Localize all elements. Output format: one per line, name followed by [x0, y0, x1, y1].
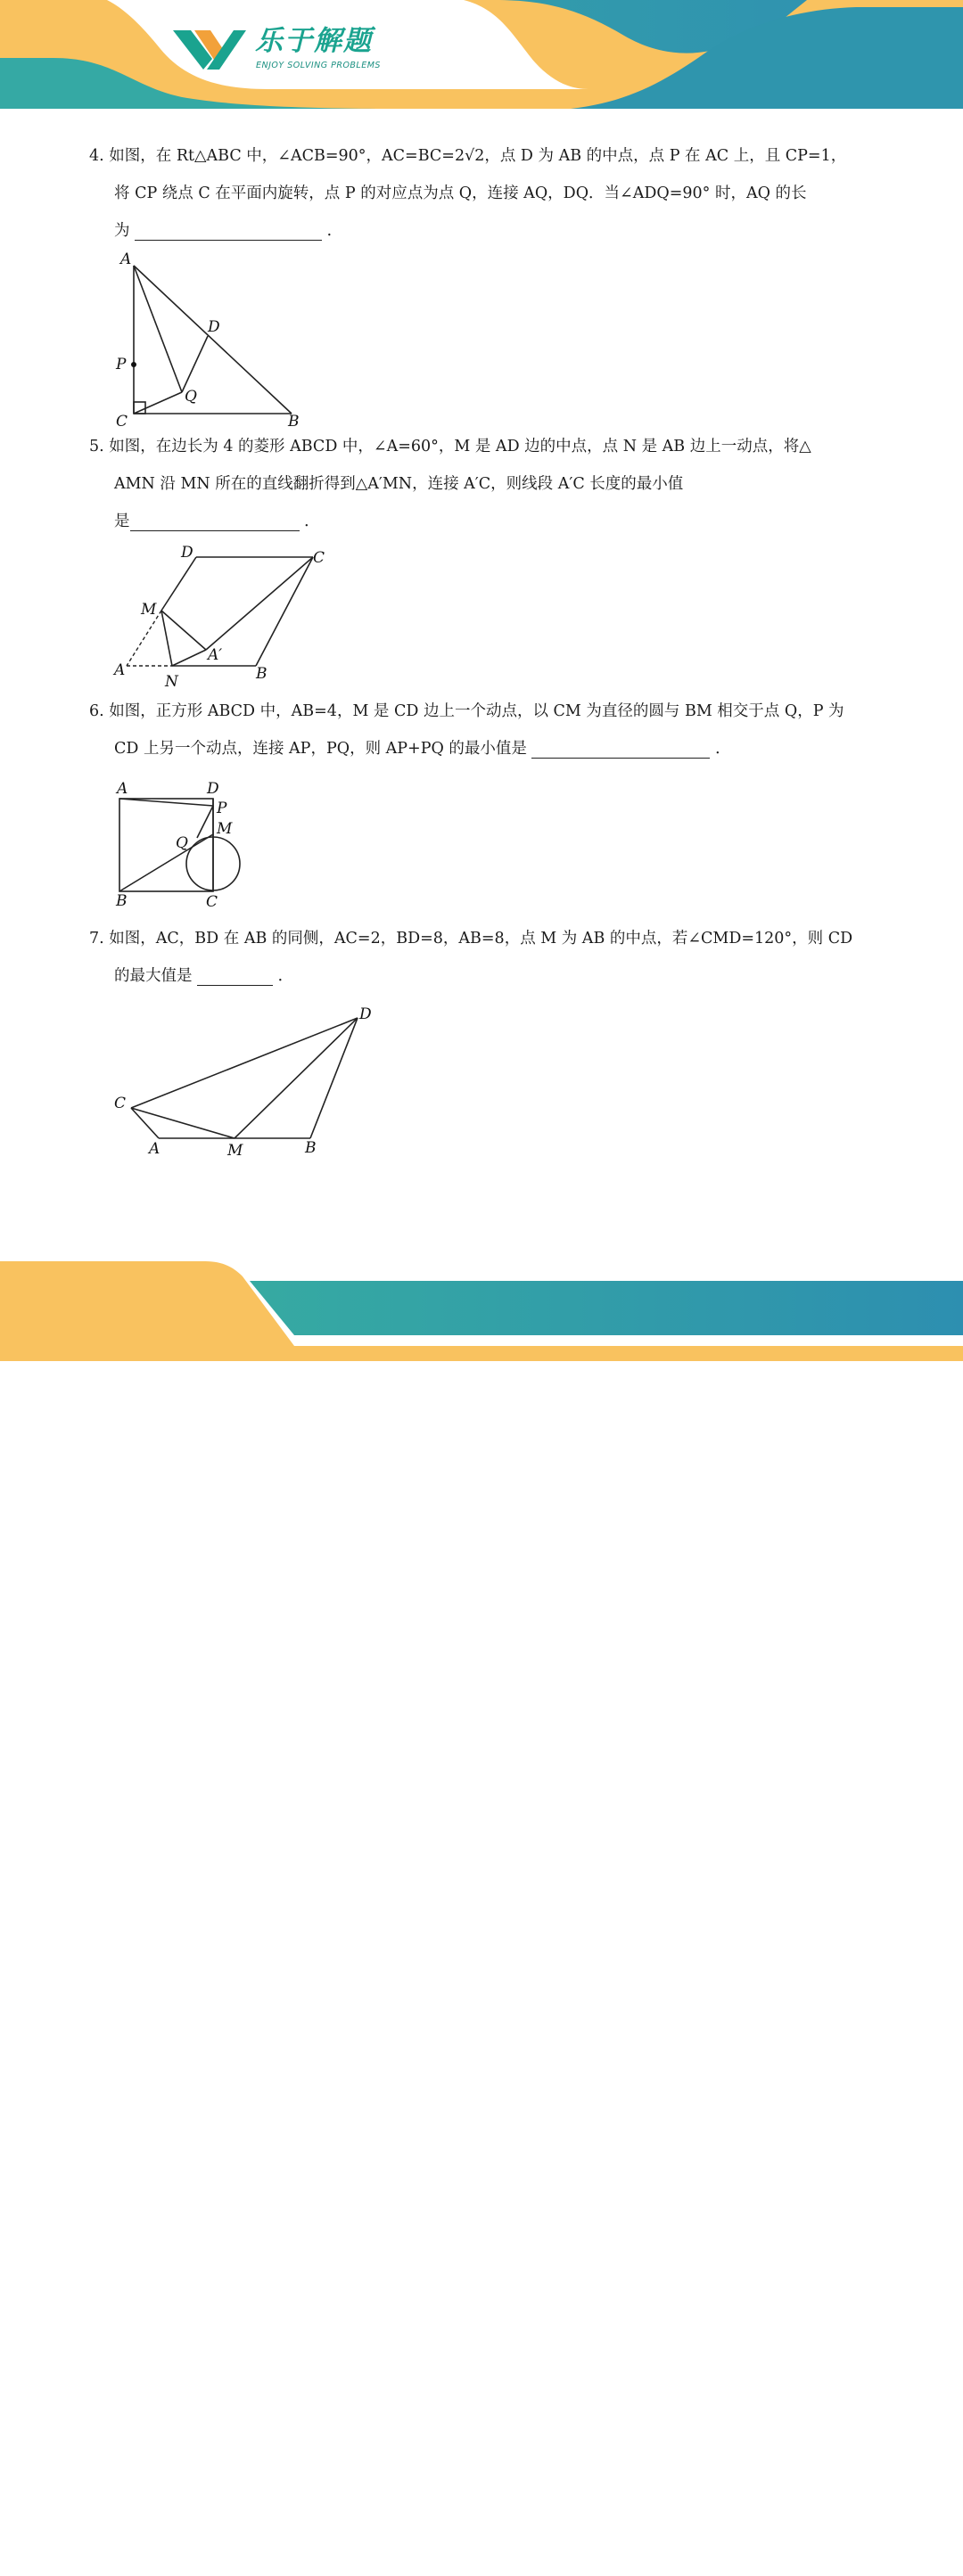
question-text-line: 为: [114, 222, 130, 240]
answer-blank[interactable]: [531, 733, 710, 759]
answer-blank[interactable]: [130, 505, 300, 531]
question-text-line: 的最大值是: [114, 967, 193, 985]
header-banner: [0, 0, 963, 111]
label-D: D: [181, 544, 193, 562]
question-6: [89, 693, 874, 767]
question-5: [89, 428, 874, 540]
figure-q7: [111, 1003, 379, 1159]
label-M: M: [217, 820, 233, 838]
question-number: 4.: [89, 147, 104, 165]
page-number: 2: [96, 2530, 121, 2571]
footer-slogan: 成为更好的自己: [489, 2548, 727, 2574]
brand-tagline: ENJOY SOLVING PROBLEMS: [256, 61, 381, 70]
question-number: 5.: [89, 438, 104, 455]
label-D: D: [207, 780, 219, 798]
label-A: A: [120, 250, 132, 268]
question-number: 7.: [89, 930, 104, 948]
label-Q: Q: [185, 388, 197, 406]
label-M: M: [227, 1142, 243, 1159]
question-end-mark: ．: [326, 222, 343, 240]
question-text-line: 如图，在边长为 4 的菱形 ABCD 中，∠A=60°，M 是 AD 边的中点，点 N 是 AB 边上一动点，将△: [109, 438, 811, 455]
question-end-mark: ．: [277, 967, 294, 985]
label-B: B: [288, 413, 300, 431]
label-C: C: [114, 1095, 127, 1112]
label-A: A: [149, 1140, 160, 1158]
label-A: A: [117, 780, 128, 798]
answer-blank[interactable]: [135, 215, 322, 241]
figure-q6: [111, 777, 254, 911]
label-P: P: [116, 356, 127, 373]
question-4: [89, 137, 874, 250]
question-text-line: CD 上另一个动点，连接 AP，PQ，则 AP+PQ 的最小值是: [114, 740, 527, 758]
question-text-line: 如图，正方形 ABCD 中，AB=4，M 是 CD 边上一个动点，以 CM 为直径的圆与 BM 相交于点 Q，P 为: [109, 702, 844, 720]
label-A: A: [114, 661, 126, 679]
figure-q4: [111, 250, 317, 432]
label-M: M: [141, 601, 157, 619]
label-B: B: [256, 665, 268, 683]
label-B: B: [305, 1139, 317, 1157]
label-B: B: [116, 892, 128, 910]
figure-q7-drawing: [111, 1003, 379, 1159]
question-7: [89, 920, 874, 995]
label-C: C: [313, 549, 325, 567]
question-end-mark: ．: [715, 740, 731, 758]
figure-q5: [111, 539, 334, 691]
page-footer: [0, 1257, 963, 2574]
label-Q: Q: [176, 834, 188, 852]
figure-q4-drawing: [111, 250, 317, 432]
label-N: N: [165, 673, 178, 691]
figure-q6-drawing: [111, 777, 254, 911]
question-text-line: AMN 沿 MN 所在的直线翻折得到△A′MN，连接 A′C，则线段 A′C 长度的最小值: [114, 475, 684, 493]
answer-blank[interactable]: [197, 960, 273, 986]
figure-q5-drawing: [111, 539, 334, 691]
label-C: C: [206, 893, 218, 911]
label-C: C: [116, 413, 128, 431]
question-text-line: 如图，在 Rt△ABC 中，∠ACB=90°，AC=BC=2√2，点 D 为 AB 的中点，点 P 在 AC 上，且 CP=1，: [109, 147, 847, 165]
question-end-mark: ．: [304, 513, 320, 530]
question-text-line: 将 CP 绕点 C 在平面内旋转，点 P 的对应点为点 Q，连接 AQ，DQ．当∠ADQ=90° 时，AQ 的长: [114, 185, 807, 202]
page-header: [0, 0, 963, 111]
footer-banner: [0, 1257, 963, 1361]
label-A-prime: A′: [208, 646, 223, 664]
label-D: D: [359, 1005, 372, 1023]
question-text-line: 是: [114, 513, 130, 530]
question-text-line: 如图，AC，BD 在 AB 的同侧，AC=2，BD=8，AB=8，点 M 为 AB 的中点，若∠CMD=120°，则 CD: [109, 930, 853, 948]
label-D: D: [208, 318, 220, 336]
brand-name: 乐于解题: [255, 25, 373, 57]
question-number: 6.: [89, 702, 104, 720]
label-P: P: [217, 800, 227, 817]
